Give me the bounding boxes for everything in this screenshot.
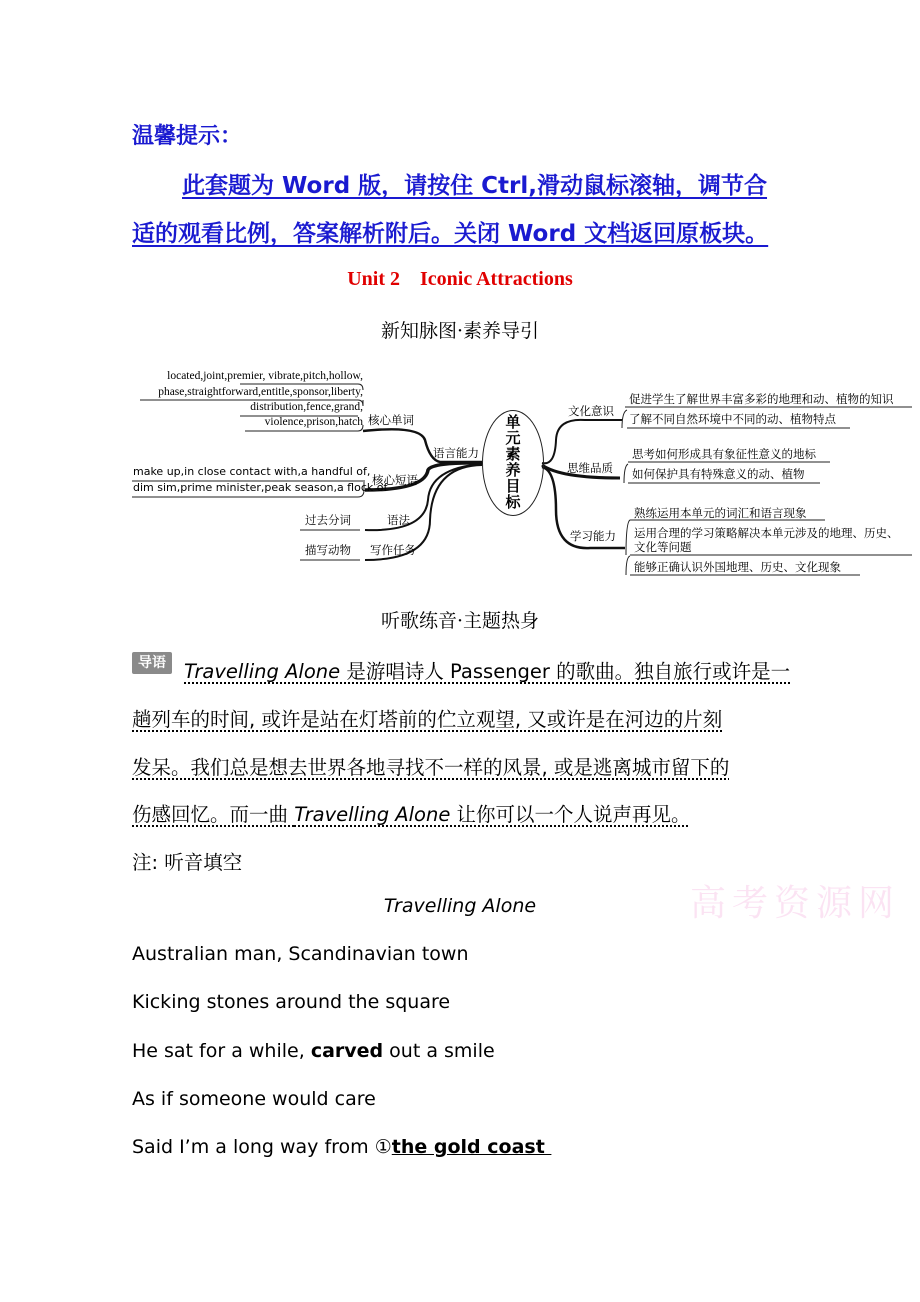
intro-line-3: 发呆。我们总是想去世界各地寻找不一样的风景, 或是逃离城市留下的 xyxy=(132,756,730,779)
culture-item: 促进学生了解世界丰富多彩的地理和动、植物的知识 xyxy=(629,392,894,406)
thinking-item: 思考如何形成具有象征性意义的地标 xyxy=(632,447,816,461)
learning-item: 熟练运用本单元的词汇和语言现象 xyxy=(634,506,807,520)
core-phrase-line: make up,in close contact with,a handful of, xyxy=(133,465,371,478)
intro-icon: 导语 xyxy=(132,652,172,674)
intro-text: 让你可以一个人说声再见。 xyxy=(450,803,691,826)
note: 注: 听音填空 xyxy=(132,851,243,874)
core-word-line: distribution,fence,grand, xyxy=(250,401,363,413)
core-word-line: phase,straightforward,entitle,sponsor,liberty, xyxy=(158,386,363,398)
culture-item: 了解不同自然环境中不同的动、植物特点 xyxy=(629,412,836,426)
lyric-line xyxy=(132,1040,495,1062)
core-phrases-label: 核心短语 xyxy=(372,473,418,487)
notice-line-1: 此套题为 Word 版，请按住 Ctrl,滑动鼠标滚轴，调节合 xyxy=(182,173,768,199)
core-phrase-line: dim sim,prime minister,peak season,a flock of xyxy=(133,481,388,494)
thinking-label: 思维品质 xyxy=(567,461,613,475)
lyric-line xyxy=(132,1136,551,1158)
blank-answer-1: the gold coast xyxy=(391,1136,552,1158)
song-name: Travelling Alone xyxy=(184,660,341,683)
core-word-line: located,joint,premier, vibrate,pitch,hollow, xyxy=(167,370,363,382)
section-title-song: 听歌练音·主题热身 xyxy=(380,610,540,632)
notice-heading: 温馨提示： xyxy=(132,124,243,149)
lyric-line: Kicking stones around the square xyxy=(132,991,451,1013)
section-title-mindmap: 新知脉图·素养导引 xyxy=(380,320,540,342)
intro-line-1 xyxy=(184,656,790,684)
unit-title: Unit 2 Iconic Attractions xyxy=(347,268,573,290)
language-ability-label: 语言能力 xyxy=(433,446,479,460)
writing-label: 写作任务 xyxy=(370,543,416,557)
core-words-label: 核心单词 xyxy=(368,413,414,427)
grammar-item: 过去分词 xyxy=(305,513,351,527)
intro-line-4 xyxy=(132,799,691,827)
learning-item: 运用合理的学习策略解决本单元涉及的地理、历史、 xyxy=(634,526,899,540)
learning-item: 文化等问题 xyxy=(634,540,692,554)
core-word-line: violence,prison,hatch xyxy=(264,416,363,428)
lyric-line: Australian man, Scandinavian town xyxy=(132,943,469,965)
lyric-line: As if someone would care xyxy=(132,1088,376,1110)
intro-text: 伤感回忆。而一曲 xyxy=(132,803,295,826)
watermark: 高考资源网 xyxy=(690,883,901,924)
writing-item: 描写动物 xyxy=(305,543,351,557)
song-name: Travelling Alone xyxy=(294,803,451,826)
notice-line-2: 适的观看比例，答案解析附后。关闭 Word 文档返回原板块。 xyxy=(132,221,769,247)
lyric-text: out a smile xyxy=(383,1040,495,1062)
learning-label: 学习能力 xyxy=(570,529,616,543)
intro-text: 是游唱诗人 Passenger 的歌曲。独自旅行或许是一 xyxy=(340,660,791,683)
thinking-item: 如何保护具有特殊意义的动、植物 xyxy=(632,467,805,481)
lyric-text: Said I’m a long way from ① xyxy=(132,1136,392,1158)
mind-map-center: 单元素养目标 xyxy=(505,413,521,511)
key-word: carved xyxy=(310,1040,384,1062)
lyric-text: He sat for a while, xyxy=(132,1040,311,1062)
intro-line-2: 趟列车的时间, 或许是站在灯塔前的伫立观望, 又或许是在河边的片刻 xyxy=(132,708,723,731)
learning-item: 能够正确认识外国地理、历史、文化现象 xyxy=(634,560,841,574)
song-title: Travelling Alone xyxy=(383,895,537,917)
grammar-label: 语法 xyxy=(387,513,410,527)
culture-label: 文化意识 xyxy=(568,404,614,418)
